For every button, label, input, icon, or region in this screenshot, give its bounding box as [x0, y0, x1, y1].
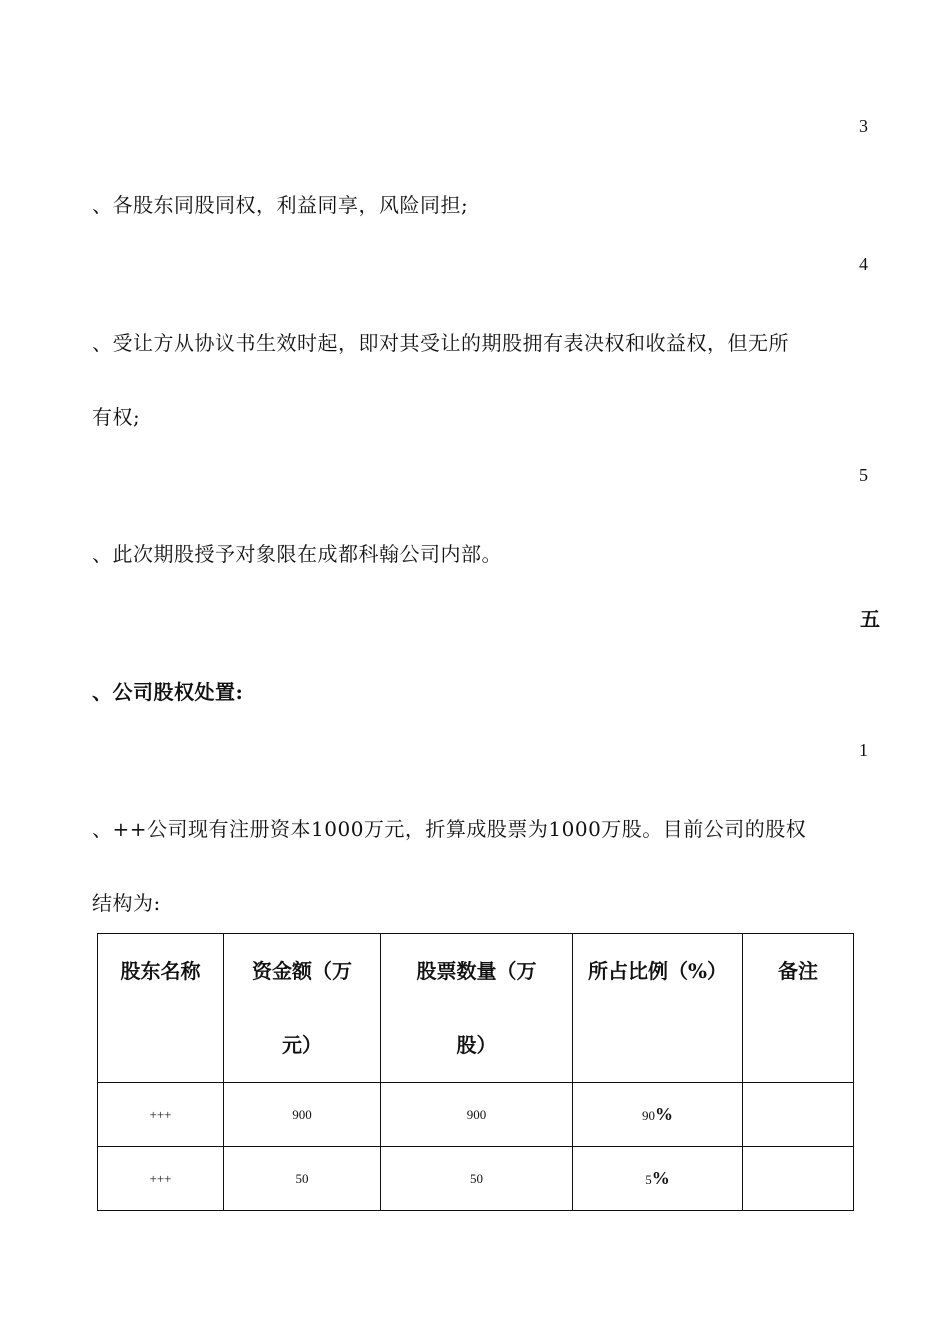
item-number-3: 3 — [859, 116, 868, 136]
paragraph-item-4-line1: 、受让方从协议书生效时起，即对其受让的期股拥有表决权和收益权，但无所 — [92, 331, 789, 355]
header-percentage: 所占比例（%） — [573, 934, 743, 1083]
cell-shareholder-name: +++ — [98, 1147, 224, 1211]
cell-percentage: 5% — [573, 1147, 743, 1211]
paragraph-item-1-line1: 、++公司现有注册资本1000万元，折算成股票为1000万股。目前公司的股权 — [92, 817, 807, 841]
header-capital-amount: 资金额（万 元） — [224, 934, 381, 1083]
cell-shares: 50 — [381, 1147, 573, 1211]
section-number-five: 五 — [860, 609, 880, 631]
item-number-1: 1 — [859, 740, 868, 760]
cell-shares: 900 — [381, 1083, 573, 1147]
cell-capital: 50 — [224, 1147, 381, 1211]
table-row — [98, 1083, 854, 1147]
header-shareholder-name: 股东名称 — [98, 934, 224, 1083]
table-row — [98, 1147, 854, 1211]
cell-capital: 900 — [224, 1083, 381, 1147]
item-number-4: 4 — [859, 254, 868, 274]
paragraph-item-5: 、此次期股授予对象限在成都科翰公司内部。 — [92, 542, 502, 566]
paragraph-item-4-line2: 有权; — [92, 405, 141, 429]
cell-percentage: 90% — [573, 1083, 743, 1147]
paragraph-item-1-line2: 结构为: — [92, 891, 161, 915]
header-share-quantity: 股票数量（万 股） — [381, 934, 573, 1083]
section-heading: 、公司股权处置: — [92, 680, 244, 704]
cell-remarks — [743, 1083, 854, 1147]
table-header-row — [98, 934, 854, 1083]
shareholding-table — [97, 933, 854, 1211]
cell-shareholder-name: +++ — [98, 1083, 224, 1147]
header-remarks: 备注 — [743, 934, 854, 1083]
item-number-5: 5 — [859, 465, 868, 485]
cell-remarks — [743, 1147, 854, 1211]
paragraph-item-3: 、各股东同股同权，利益同享，风险同担; — [92, 193, 469, 217]
